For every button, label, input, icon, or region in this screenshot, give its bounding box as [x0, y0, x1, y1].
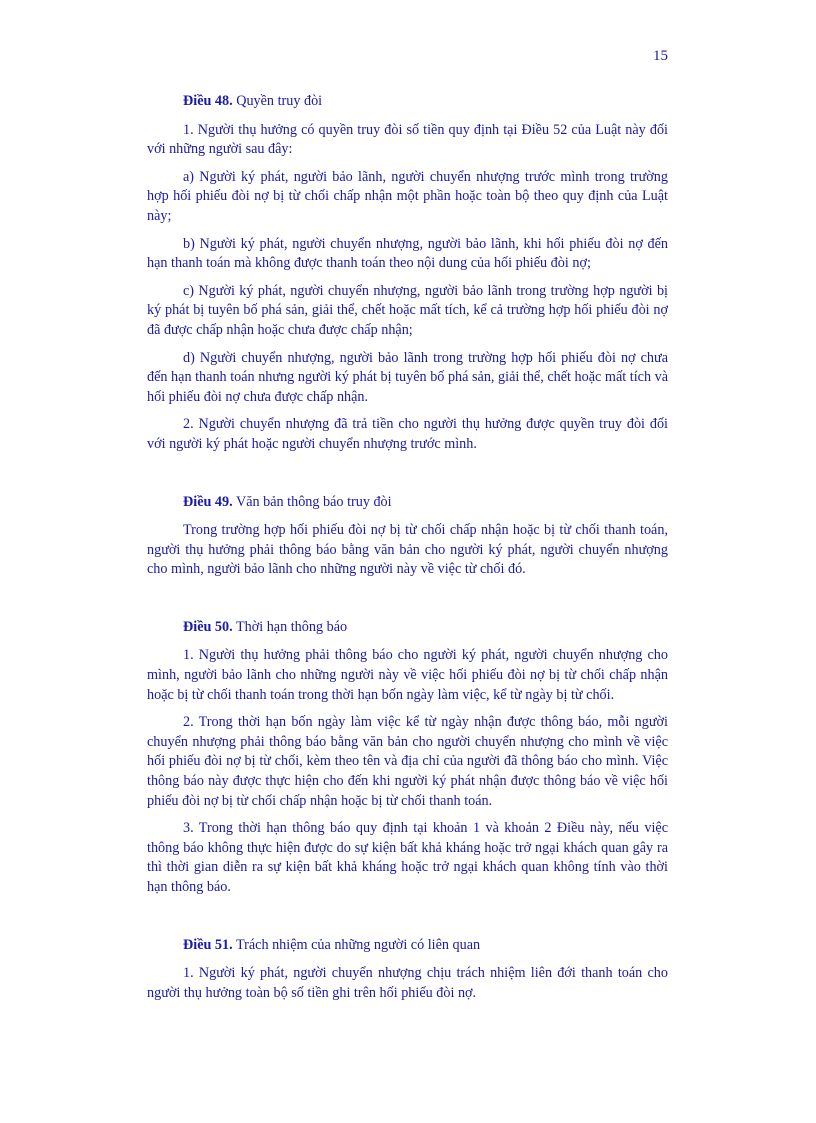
article-51	[147, 936, 668, 1004]
section-spacer	[147, 906, 668, 936]
article-number: Điều 49.	[183, 493, 233, 510]
article-heading	[147, 92, 668, 112]
section-spacer	[147, 463, 668, 493]
paragraph: Trong trường hợp hối phiếu đòi nợ bị từ chối chấp nhận hoặc bị từ chối thanh toán, người thụ hưởng phải thông báo bằng văn bản cho người ký phát, người chuyển nhượng cho mình, người bảo lãnh cho những người này về việc từ chối đó.	[147, 522, 668, 578]
paragraph: b) Người ký phát, người chuyển nhượng, người bảo lãnh, khi hối phiếu đòi nợ đến hạn thanh toán mà không được thanh toán theo nội dung của hối phiếu đòi nợ;	[147, 235, 668, 272]
paragraph: c) Người ký phát, người chuyển nhượng, người bảo lãnh trong trường hợp người bị ký phát bị tuyên bố phá sản, giải thể, chết hoặc mất tích, kể cả trường hợp hối phiếu đòi nợ đã được chấp nhận hoặc chưa được chấp nhận;	[147, 282, 668, 338]
article-title: Thời hạn thông báo	[235, 618, 348, 635]
section-spacer	[147, 588, 668, 618]
article-title: Văn bản thông báo truy đòi	[235, 493, 392, 510]
article-heading	[147, 618, 668, 638]
paragraph: a) Người ký phát, người bảo lãnh, người chuyển nhượng trước mình trong trường hợp hối phiếu đòi nợ bị từ chối chấp nhận một phần hoặc toàn bộ theo quy định của Luật này;	[147, 168, 668, 224]
article-title: Quyền truy đòi	[236, 93, 323, 109]
paragraph: d) Người chuyển nhượng, người bảo lãnh trong trường hợp hối phiếu đòi nợ chưa đến hạn thanh toán nhưng người ký phát bị tuyên bố phá sản, giải thể, chết hoặc mất tích và hối phiếu đòi nợ chưa được chấp nhận.	[147, 349, 668, 405]
article-48	[147, 92, 668, 455]
page-number: 15	[653, 48, 668, 64]
paragraph: 1. Người thụ hưởng phải thông báo cho người ký phát, người chuyển nhượng cho mình, người bảo lãnh cho những người này về việc hối phiếu đòi nợ bị từ chối chấp nhận hoặc bị từ chối thanh toán trong thời hạn bốn ngày làm việc, kể từ ngày bị từ chối.	[147, 647, 668, 703]
article-heading	[147, 936, 668, 956]
article-number: Điều 48.	[183, 93, 233, 109]
article-number: Điều 51.	[183, 936, 233, 953]
article-number: Điều 50.	[183, 618, 233, 635]
paragraph: 2. Trong thời hạn bốn ngày làm việc kể từ ngày nhận được thông báo, mỗi người chuyển nhượng phải thông báo bằng văn bản cho người chuyển nhượng cho mình về việc hối phiếu đòi nợ bị từ chối, kèm theo tên và địa chỉ của người đã thông báo cho mình. Việc thông báo này được thực hiện cho đến khi người ký phát nhận được thông báo về việc hối phiếu đòi nợ bị từ chối chấp nhận hoặc bị từ chối thanh toán.	[147, 714, 668, 809]
document-body	[147, 92, 668, 1011]
article-heading	[147, 493, 668, 513]
paragraph: 1. Người ký phát, người chuyển nhượng chịu trách nhiệm liên đới thanh toán cho người thụ hưởng toàn bộ số tiền ghi trên hối phiếu đòi nợ.	[147, 965, 668, 1001]
paragraph: 1. Người thụ hưởng có quyền truy đòi số tiền quy định tại Điều 52 của Luật này đối với những người sau đây:	[147, 121, 668, 158]
article-50	[147, 618, 668, 898]
article-49	[147, 493, 668, 580]
article-title: Trách nhiệm của những người có liên quan	[235, 936, 481, 953]
paragraph: 2. Người chuyển nhượng đã trả tiền cho người thụ hưởng được quyền truy đòi đối với người ký phát hoặc người chuyển nhượng trước mình.	[147, 416, 668, 452]
paragraph: 3. Trong thời hạn thông báo quy định tại khoản 1 và khoản 2 Điều này, nếu việc thông báo không thực hiện được do sự kiện bất khả kháng hoặc trở ngại khách quan gây ra thì thời gian diễn ra sự kiện bất khả kháng hoặc trở ngại khách quan không tính vào thời hạn thông báo.	[147, 820, 668, 895]
